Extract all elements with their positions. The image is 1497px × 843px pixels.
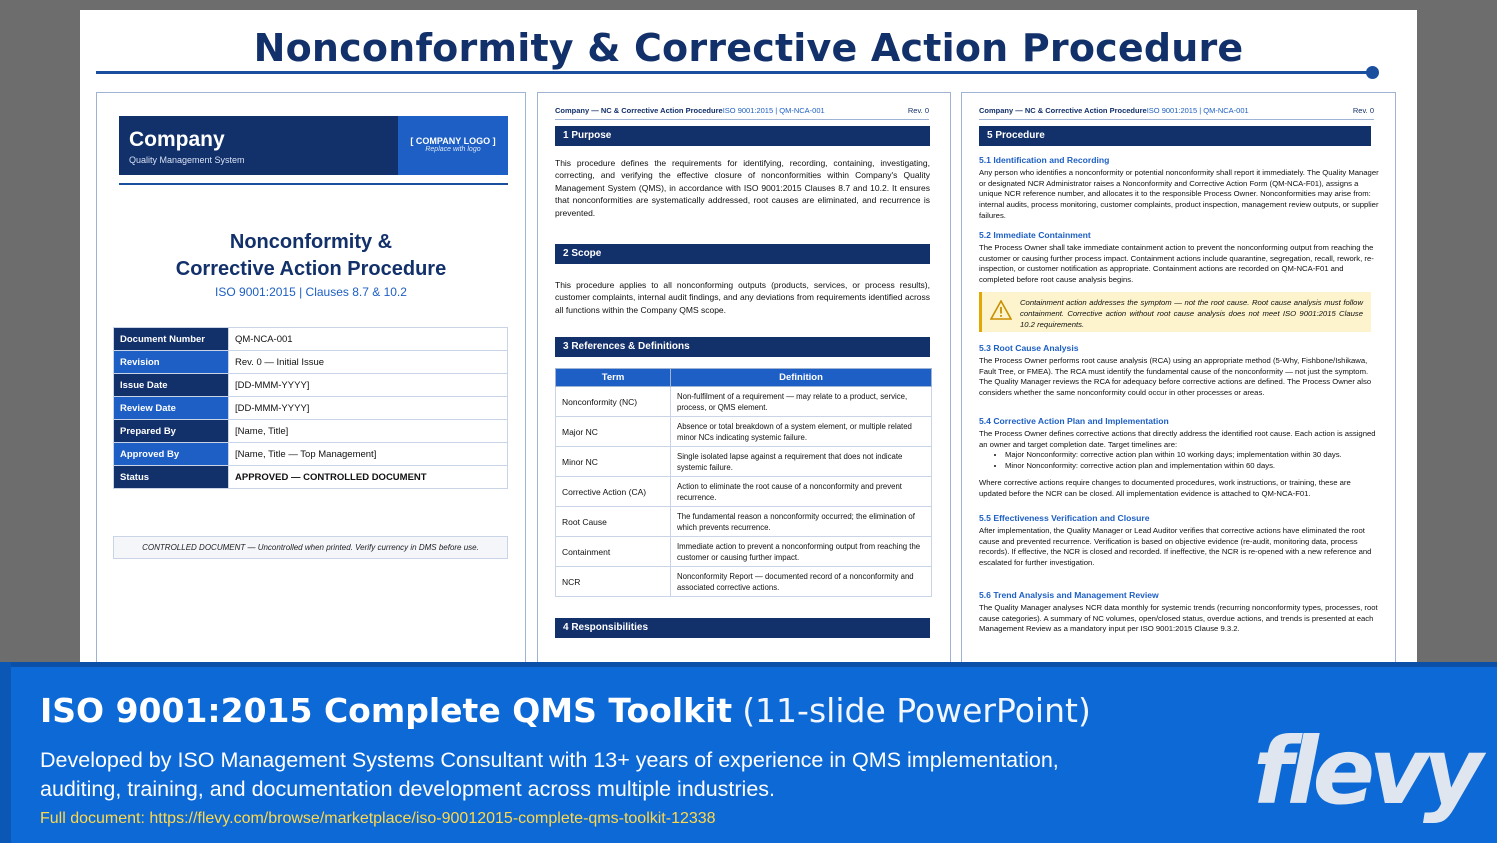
definition-term: Root Cause xyxy=(556,507,671,537)
header-doc-ref: ISO 9001:2015 | QM-NCA-001 xyxy=(722,106,825,115)
meta-value: QM-NCA-001 xyxy=(229,328,508,351)
document-header xyxy=(555,106,929,115)
meta-value: [DD-MMM-YYYY] xyxy=(229,397,508,420)
subsection-5-2-text: The Process Owner shall take immediate containment action to prevent the nonconforming output from reaching the customer or causing further process impact. Containment actions include quarantine, segregation, recall, rework, re-inspection, or customer notification as appropriate. Containment actions are recorded on QM-NCA-F01 and completed before root cause analysis begins. xyxy=(979,243,1374,285)
subsection-5-1-text: Any person who identifies a nonconformity or potential nonconformity shall report it immediately. The Quality Manager or designated NCR Administrator raises a Nonconformity and Corrective Action Form (QM-NCA-F01), assigns a unique NCR reference number, and allocates it to the responsible Process Owner. Nonconformities may arise from: internal audits, process monitoring, customer complaints, product inspection, management review outputs, or supplier failures. xyxy=(979,168,1379,220)
column-header-term: Term xyxy=(556,369,671,387)
title-divider-dot xyxy=(1366,66,1379,79)
document-header xyxy=(979,106,1374,115)
meta-key: Document Number xyxy=(114,328,229,351)
table-row xyxy=(114,328,508,351)
definition-term: Nonconformity (NC) xyxy=(556,387,671,417)
subsection-5-1-heading: 5.1 Identification and Recording xyxy=(979,155,1110,165)
table-row xyxy=(114,466,508,489)
column-header-definition: Definition xyxy=(671,369,932,387)
purpose-text: This procedure defines the requirements for identifying, recording, containing, investigating, correcting, and verifying the effective closure of nonconformities within Company's Quality Management System (QMS), in accordance with ISO 9001:2015 Clauses 8.7 and 10.2. It ensures that nonconformities are systematically addressed, root causes are eliminated, and recurrence is prevented. xyxy=(555,158,930,218)
banner-title xyxy=(40,689,1091,731)
section-references-heading: 3 References & Definitions xyxy=(555,337,930,357)
banner-title-normal: (11-slide PowerPoint) xyxy=(742,691,1091,730)
meta-key: Review Date xyxy=(114,397,229,420)
subsection-5-3-text: The Process Owner performs root cause analysis (RCA) using an appropriate method (5-Why, Fishbone/Ishikawa, Fault Tree, or FMEA). The RCA must identify the fundamental cause of the nonconformity — not just the symptom. The Quality Manager reviews the RCA for adequacy before corrective actions are defined. The Process Owner also considers whether the same nonconformity could occur in other processes or areas. xyxy=(979,356,1372,398)
definition-term: NCR xyxy=(556,567,671,597)
table-row xyxy=(556,387,932,417)
header-doc-ref: ISO 9001:2015 | QM-NCA-001 xyxy=(1146,106,1249,115)
cover-divider xyxy=(119,183,508,185)
section-procedure-heading: 5 Procedure xyxy=(979,126,1371,146)
definition-text: Absence or total breakdown of a system element, or multiple related minor NCs indicating systemic failure. xyxy=(671,417,932,447)
company-logo-placeholder xyxy=(398,116,508,175)
subsection-5-5-heading: 5.5 Effectiveness Verification and Closure xyxy=(979,513,1150,523)
meta-key: Issue Date xyxy=(114,374,229,397)
subsection-5-3-heading: 5.3 Root Cause Analysis xyxy=(979,343,1079,353)
flevy-logo[interactable]: flevy xyxy=(1253,718,1477,825)
banner-left-accent xyxy=(0,662,11,843)
meta-key: Revision xyxy=(114,351,229,374)
meta-value: Rev. 0 — Initial Issue xyxy=(229,351,508,374)
table-row xyxy=(556,507,932,537)
subsection-5-6-heading: 5.6 Trend Analysis and Management Review xyxy=(979,590,1159,600)
table-row xyxy=(556,537,932,567)
table-row xyxy=(556,447,932,477)
logo-placeholder-hint: Replace with logo xyxy=(425,146,481,153)
cover-page xyxy=(96,92,526,662)
banner-title-bold: ISO 9001:2015 Complete QMS Toolkit xyxy=(40,691,733,730)
header-revision: Rev. 0 xyxy=(1352,106,1374,115)
table-row xyxy=(114,397,508,420)
logo-placeholder-label: [ COMPANY LOGO ] xyxy=(410,136,496,146)
subsection-5-4-text: The Process Owner defines corrective actions that directly address the identified root cause. Each action is assigned an owner and target completion date. Target timelines are: xyxy=(979,429,1376,449)
definition-term: Major NC xyxy=(556,417,671,447)
section-responsibilities-heading: 4 Responsibilities xyxy=(555,618,930,638)
containment-warning-callout xyxy=(979,292,1371,332)
header-divider xyxy=(979,119,1374,120)
table-row xyxy=(556,567,932,597)
header-doc-title: Company — NC & Corrective Action Procedure xyxy=(979,106,1147,115)
target-timeline-list xyxy=(1005,450,1379,471)
definition-text: Immediate action to prevent a nonconforming output from reaching the customer or causing further impact. xyxy=(671,537,932,567)
meta-value: [DD-MMM-YYYY] xyxy=(229,374,508,397)
table-header-row xyxy=(556,369,932,387)
subsection-5-6-text: The Quality Manager analyses NCR data monthly for systemic trends (recurring nonconformity types, processes, root cause categories). A summary of NC volumes, open/closed status, overdue actions, and trends is presented at each Management Review as a mandatory input per ISO 9001:2015 Clause 9.3.2. xyxy=(979,603,1378,634)
table-row xyxy=(556,417,932,447)
definition-text: Non-fulfilment of a requirement — may relate to a product, service, process, or QMS element. xyxy=(671,387,932,417)
warning-icon xyxy=(990,300,1012,325)
cover-title-line1: Nonconformity & xyxy=(229,231,393,253)
company-header-bar xyxy=(119,116,508,175)
subsection-5-4-body xyxy=(979,429,1379,499)
table-row xyxy=(114,351,508,374)
definition-text: The fundamental reason a nonconformity occurred; the elimination of which prevents recurrence. xyxy=(671,507,932,537)
definition-term: Containment xyxy=(556,537,671,567)
header-divider xyxy=(555,119,929,120)
meta-key: Prepared By xyxy=(114,420,229,443)
company-name: Company xyxy=(129,128,225,151)
purpose-scope-page xyxy=(537,92,951,662)
cover-subtitle: ISO 9001:2015 | Clauses 8.7 & 10.2 xyxy=(215,285,407,299)
full-document-link[interactable]: Full document: https://flevy.com/browse/marketplace/iso-90012015-complete-qms-toolkit-12338 xyxy=(40,810,716,827)
section-purpose-heading: 1 Purpose xyxy=(555,126,930,146)
company-subtitle: Quality Management System xyxy=(129,155,245,165)
cover-title xyxy=(97,229,525,283)
slide-title: Nonconformity & Corrective Action Procedure xyxy=(253,26,1244,70)
cover-title-line2: Corrective Action Procedure xyxy=(175,258,447,280)
table-row xyxy=(556,477,932,507)
banner-description: Developed by ISO Management Systems Consultant with 13+ years of experience in QMS implementation, auditing, training, and documentation development across multiple industries. xyxy=(40,748,1059,801)
meta-value: [Name, Title] xyxy=(229,420,508,443)
meta-key: Approved By xyxy=(114,443,229,466)
subsection-5-5-text: After implementation, the Quality Manager or Lead Auditor verifies that corrective actions have eliminated the root cause and prevented recurrence. Verification is based on objective evidence (re-audit, monitoring data, process records). If effective, the NCR is closed and recorded. If ineffective, the NCR is re-opened with a new reference and escalated for further investigation. xyxy=(979,526,1372,568)
promo-banner xyxy=(0,662,1497,843)
table-row xyxy=(114,443,508,466)
meta-value: APPROVED — CONTROLLED DOCUMENT xyxy=(229,466,508,489)
subsection-5-4-text-2: Where corrective actions require changes to documented procedures, work instructions, or training, these are updated before the NCR can be closed. All implementation evidence is attached to QM-NCA-F01. xyxy=(979,477,1351,498)
warning-text: Containment action addresses the symptom — not the root cause. Root cause analysis must follow containment. Corrective action without root cause analysis does not meet ISO 9001:2015 Clause 10.2 requirements. xyxy=(1020,298,1363,329)
table-row xyxy=(114,374,508,397)
banner-top-edge xyxy=(0,662,1497,667)
document-control-table xyxy=(113,327,508,489)
list-item: • Minor Nonconformity: corrective action plan and implementation within 60 days. xyxy=(1005,461,1379,472)
definition-term: Minor NC xyxy=(556,447,671,477)
meta-key: Status xyxy=(114,466,229,489)
definition-term: Corrective Action (CA) xyxy=(556,477,671,507)
subsection-5-4-heading: 5.4 Corrective Action Plan and Implementation xyxy=(979,416,1169,426)
definition-text: Action to eliminate the root cause of a nonconformity and prevent recurrence. xyxy=(671,477,932,507)
slide-canvas xyxy=(80,10,1417,662)
meta-value: [Name, Title — Top Management] xyxy=(229,443,508,466)
list-item: • Major Nonconformity: corrective action plan within 10 working days; implementation within 30 days. xyxy=(1005,450,1379,461)
table-row xyxy=(114,420,508,443)
controlled-document-note: CONTROLLED DOCUMENT — Uncontrolled when printed. Verify currency in DMS before use. xyxy=(113,536,508,559)
procedure-page xyxy=(961,92,1396,662)
header-revision: Rev. 0 xyxy=(907,106,929,115)
definition-text: Nonconformity Report — documented record of a nonconformity and associated corrective actions. xyxy=(671,567,932,597)
subsection-5-2-heading: 5.2 Immediate Containment xyxy=(979,230,1091,240)
title-divider xyxy=(96,71,1372,74)
scope-text: This procedure applies to all nonconforming outputs (products, services, or process results), customer complaints, internal audit findings, and any deviations from requirements identified across all functions within the Company QMS scope. xyxy=(555,280,930,315)
definitions-table xyxy=(555,368,932,597)
header-doc-title: Company — NC & Corrective Action Procedure xyxy=(555,106,723,115)
definition-text: Single isolated lapse against a requirement that does not indicate systemic failure. xyxy=(671,447,932,477)
section-scope-heading: 2 Scope xyxy=(555,244,930,264)
